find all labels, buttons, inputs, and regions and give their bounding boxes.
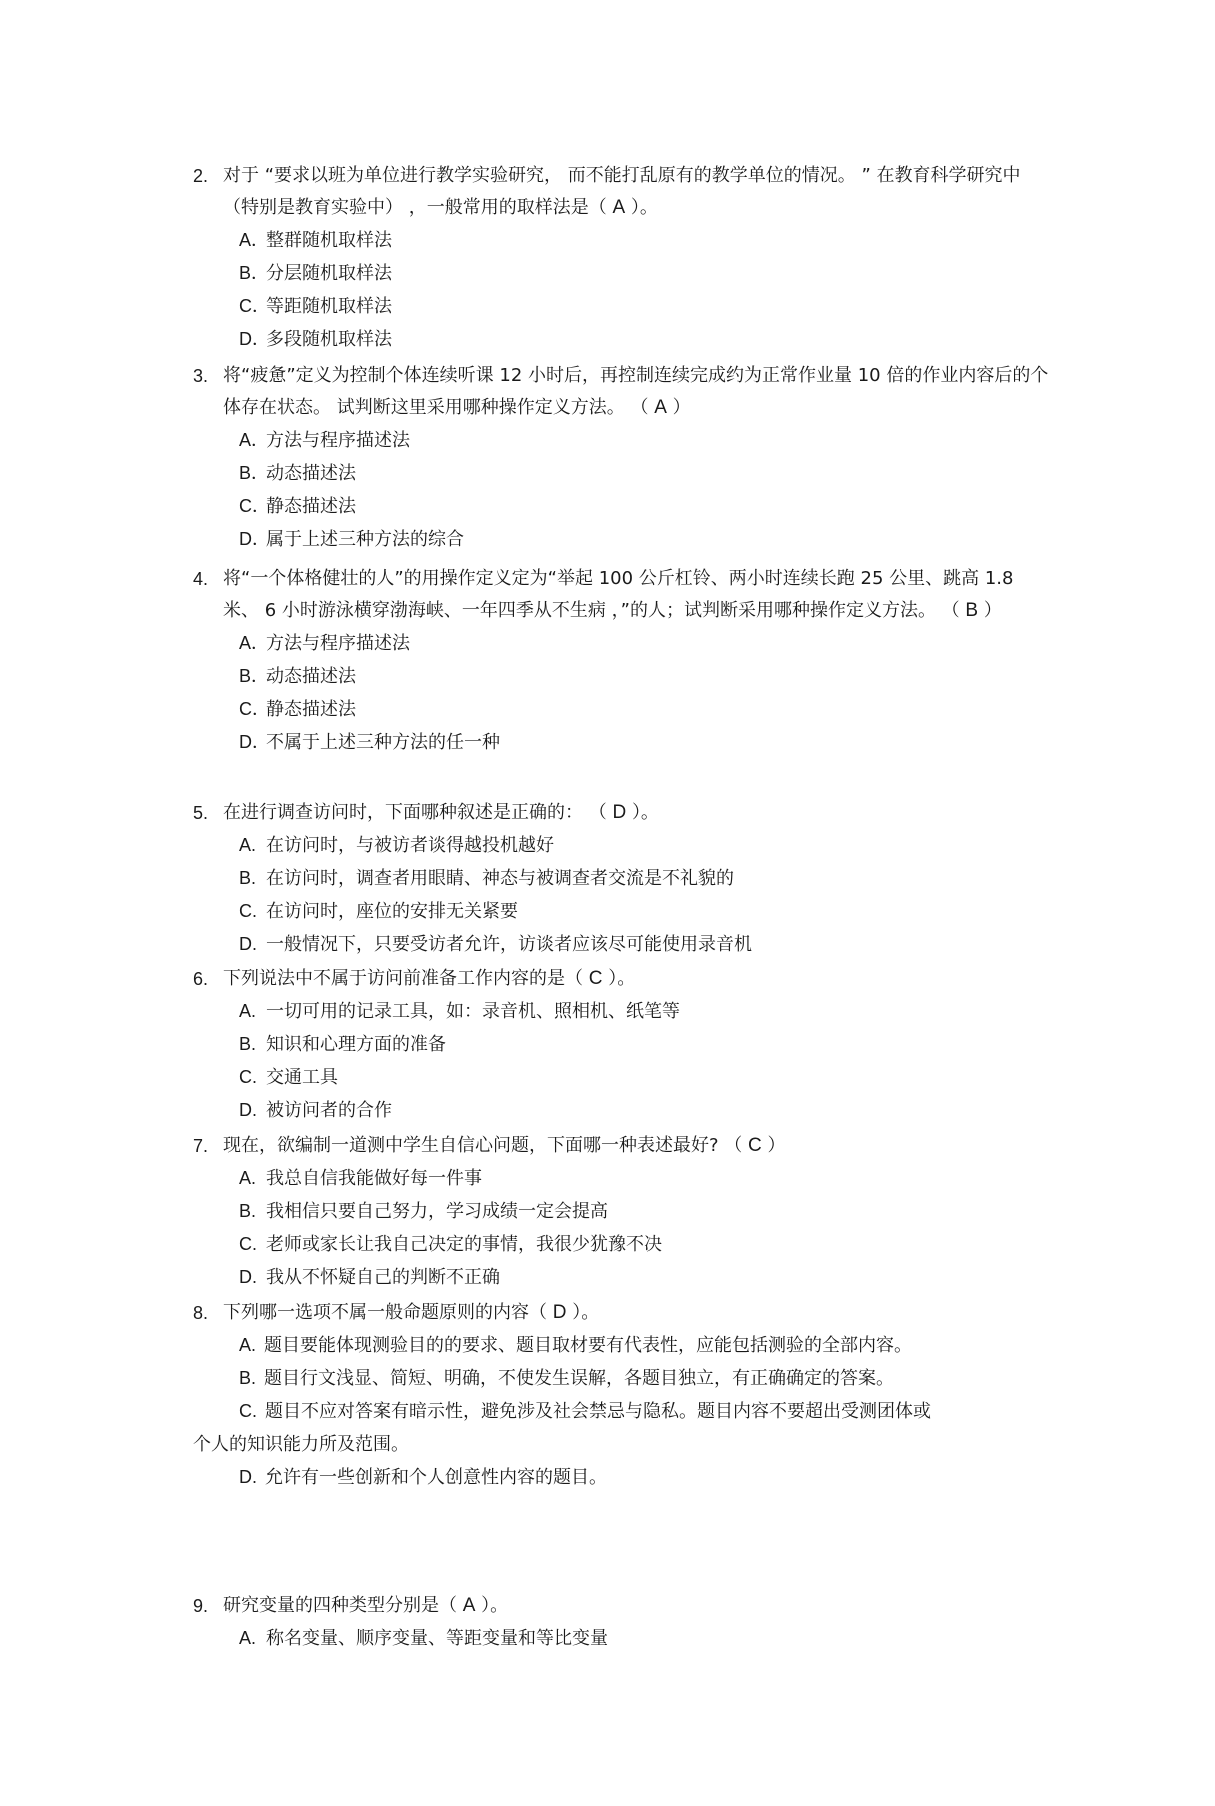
question-7 — [193, 1130, 1053, 1294]
answer-letter: B — [965, 600, 979, 621]
option-text: 不属于上述三种方法的任一种 — [266, 732, 500, 753]
option-b — [193, 1362, 933, 1395]
question-6 — [193, 963, 1053, 1127]
stem-end: ）。 — [608, 968, 636, 989]
option-text: 静态描述法 — [266, 699, 356, 720]
option-label: A. — [239, 1335, 257, 1355]
option-text: 称名变量、顺序变量、等距变量和等比变量 — [266, 1628, 608, 1649]
option-text: 被访问者的合作 — [266, 1100, 392, 1121]
option-label: D． — [239, 732, 270, 752]
option-text: 知识和心理方面的准备 — [266, 1034, 446, 1055]
question-number: 9. — [193, 1596, 209, 1616]
option-label: B. — [239, 1201, 257, 1221]
option-d — [193, 726, 1053, 759]
question-stem — [193, 563, 1053, 627]
stem-end: ） — [767, 1135, 786, 1156]
answer-letter: D — [612, 802, 627, 823]
option-text: 我从不怀疑自己的判断不正确 — [266, 1267, 500, 1288]
question-stem — [193, 1130, 1053, 1162]
question-stem — [193, 963, 1053, 995]
stem-text: 下列说法中不属于访问前准备工作内容的是（ — [223, 968, 583, 989]
question-number: 8. — [193, 1303, 209, 1323]
option-c — [193, 895, 1053, 928]
option-text: 在访问时，调查者用眼睛、神态与被调查者交流是不礼貌的 — [266, 868, 734, 889]
option-a — [193, 424, 1053, 457]
option-b — [193, 457, 1053, 490]
option-text: 题目不应对答案有暗示性，避免涉及社会禁忌与隐私。题目内容不要超出受测团体或个人的知识能力所及范围。 — [193, 1401, 931, 1455]
question-stem — [193, 160, 1053, 224]
question-5 — [193, 797, 1053, 961]
stem-text: 对于 “要求以班为单位进行教学实验研究， 而不能打乱原有的教学单位的情况。 ” 在教育科学研究中（特别是教育实验中） ，一般常用的取样法是（ — [223, 165, 1021, 218]
option-b — [193, 1195, 1053, 1228]
question-stem — [193, 1590, 1053, 1622]
stem-end: ）。 — [481, 1595, 509, 1616]
option-a — [193, 1622, 1053, 1655]
option-label: B． — [239, 666, 270, 686]
option-label: C. — [239, 901, 257, 921]
option-a — [193, 224, 1053, 257]
option-a — [193, 995, 1053, 1028]
question-4 — [193, 563, 1053, 759]
stem-text: 将“疲惫”定义为控制个体连续听课 12 小时后，再控制连续完成约为正常作业量 10 倍的作业内容后的个体存在状态。 试判断这里采用哪种操作定义方法。 （ — [223, 365, 1049, 418]
option-c — [193, 490, 1053, 523]
option-label: B. — [239, 1034, 257, 1054]
option-text: 题目行文浅显、简短、明确，不使发生误解，各题目独立，有正确确定的答案。 — [264, 1368, 895, 1389]
question-number: 7. — [193, 1136, 209, 1156]
option-label: B． — [239, 263, 270, 283]
option-c — [193, 290, 1053, 323]
answer-letter: C — [748, 1135, 762, 1156]
option-label: C. — [239, 1234, 257, 1254]
option-text: 多段随机取样法 — [266, 329, 392, 350]
question-2 — [193, 160, 1053, 356]
option-b — [193, 862, 1053, 895]
option-text: 题目要能体现测验目的的要求、题目取材要有代表性，应能包括测验的全部内容。 — [264, 1335, 913, 1356]
option-c — [193, 1228, 1053, 1261]
option-label: C． — [239, 296, 270, 316]
option-label: A. — [239, 1628, 257, 1648]
option-text: 方法与程序描述法 — [266, 633, 410, 654]
stem-end: ）。 — [572, 1302, 600, 1323]
stem-end: ） — [672, 397, 691, 418]
option-d — [193, 323, 1053, 356]
option-text: 一切可用的记录工具，如：录音机、照相机、纸笔等 — [266, 1001, 680, 1022]
option-text: 分层随机取样法 — [266, 263, 392, 284]
question-number: 4. — [193, 569, 209, 589]
option-label: B. — [239, 868, 257, 888]
option-c — [193, 1395, 933, 1461]
option-text: 老师或家长让我自己决定的事情，我很少犹豫不决 — [266, 1234, 662, 1255]
option-label: D. — [239, 1267, 257, 1287]
answer-letter: D — [552, 1302, 567, 1323]
option-label: A． — [239, 430, 270, 450]
answer-letter: A — [462, 1595, 476, 1616]
answer-letter: A — [612, 197, 626, 218]
option-a — [193, 1329, 933, 1362]
option-text: 整群随机取样法 — [266, 230, 392, 251]
option-label: A. — [239, 835, 257, 855]
option-b — [193, 1028, 1053, 1061]
stem-end: ）。 — [630, 197, 658, 218]
option-text: 等距随机取样法 — [266, 296, 392, 317]
option-label: C． — [239, 496, 270, 516]
option-d — [193, 928, 1053, 961]
option-text: 静态描述法 — [266, 496, 356, 517]
answer-letter: C — [588, 968, 603, 989]
option-label: D. — [239, 1467, 257, 1487]
option-label: A. — [239, 1168, 257, 1188]
option-label: C． — [239, 699, 270, 719]
option-d — [193, 523, 1053, 556]
question-number: 2. — [193, 166, 209, 186]
option-d — [193, 1461, 933, 1494]
option-text: 我总自信我能做好每一件事 — [266, 1168, 482, 1189]
option-a — [193, 627, 1053, 660]
stem-text: 现在，欲编制一道测中学生自信心问题，下面哪一种表述最好? （ — [223, 1135, 743, 1156]
option-label: D. — [239, 934, 257, 954]
option-text: 在访问时，座位的安排无关紧要 — [266, 901, 518, 922]
option-d — [193, 1094, 1053, 1127]
option-label: C. — [239, 1067, 257, 1087]
option-label: B． — [239, 463, 270, 483]
stem-text: 将“一个体格健壮的人”的用操作定义定为“举起 100 公斤杠铃、两小时连续长跑 25 公里、跳高 1.8 米、 6 小时游泳横穿渤海峡、一年四季从不生病 ，”的人；试判断采用哪种操作定义方法。 （ — [223, 568, 1014, 621]
answer-letter: A — [654, 397, 667, 418]
option-text: 交通工具 — [266, 1067, 338, 1088]
option-text: 方法与程序描述法 — [266, 430, 410, 451]
stem-end: ）。 — [631, 802, 659, 823]
option-text: 在访问时，与被访者谈得越投机越好 — [266, 835, 554, 856]
option-text: 一般情况下，只要受访者允许，访谈者应该尽可能使用录音机 — [266, 934, 752, 955]
option-b — [193, 660, 1053, 693]
question-number: 3. — [193, 366, 209, 386]
option-label: B. — [239, 1368, 257, 1388]
question-9 — [193, 1590, 1053, 1655]
option-label: D． — [239, 529, 270, 549]
question-3 — [193, 360, 1053, 556]
option-text: 动态描述法 — [266, 463, 356, 484]
option-text: 属于上述三种方法的综合 — [266, 529, 464, 550]
option-a — [193, 1162, 1053, 1195]
option-text: 我相信只要自己努力，学习成绩一定会提高 — [266, 1201, 608, 1222]
stem-end: ） — [983, 600, 1002, 621]
option-label: C. — [239, 1401, 257, 1421]
question-number: 5. — [193, 803, 209, 823]
option-label: A． — [239, 633, 270, 653]
option-d — [193, 1261, 1053, 1294]
option-label: A. — [239, 1001, 257, 1021]
option-a — [193, 829, 1053, 862]
question-stem — [193, 797, 1053, 829]
stem-text: 研究变量的四种类型分别是（ — [223, 1595, 457, 1616]
stem-text: 下列哪一选项不属一般命题原则的内容（ — [223, 1302, 547, 1323]
option-label: D. — [239, 1100, 257, 1120]
option-c — [193, 693, 1053, 726]
question-8 — [193, 1297, 1053, 1494]
option-text: 动态描述法 — [266, 666, 356, 687]
question-number: 6. — [193, 969, 209, 989]
option-b — [193, 257, 1053, 290]
question-stem — [193, 360, 1053, 424]
option-label: A． — [239, 230, 270, 250]
option-label: D． — [239, 329, 270, 349]
question-stem — [193, 1297, 1053, 1329]
option-text: 允许有一些创新和个人创意性内容的题目。 — [265, 1467, 607, 1488]
stem-text: 在进行调查访问时，下面哪种叙述是正确的： （ — [223, 802, 607, 823]
option-c — [193, 1061, 1053, 1094]
